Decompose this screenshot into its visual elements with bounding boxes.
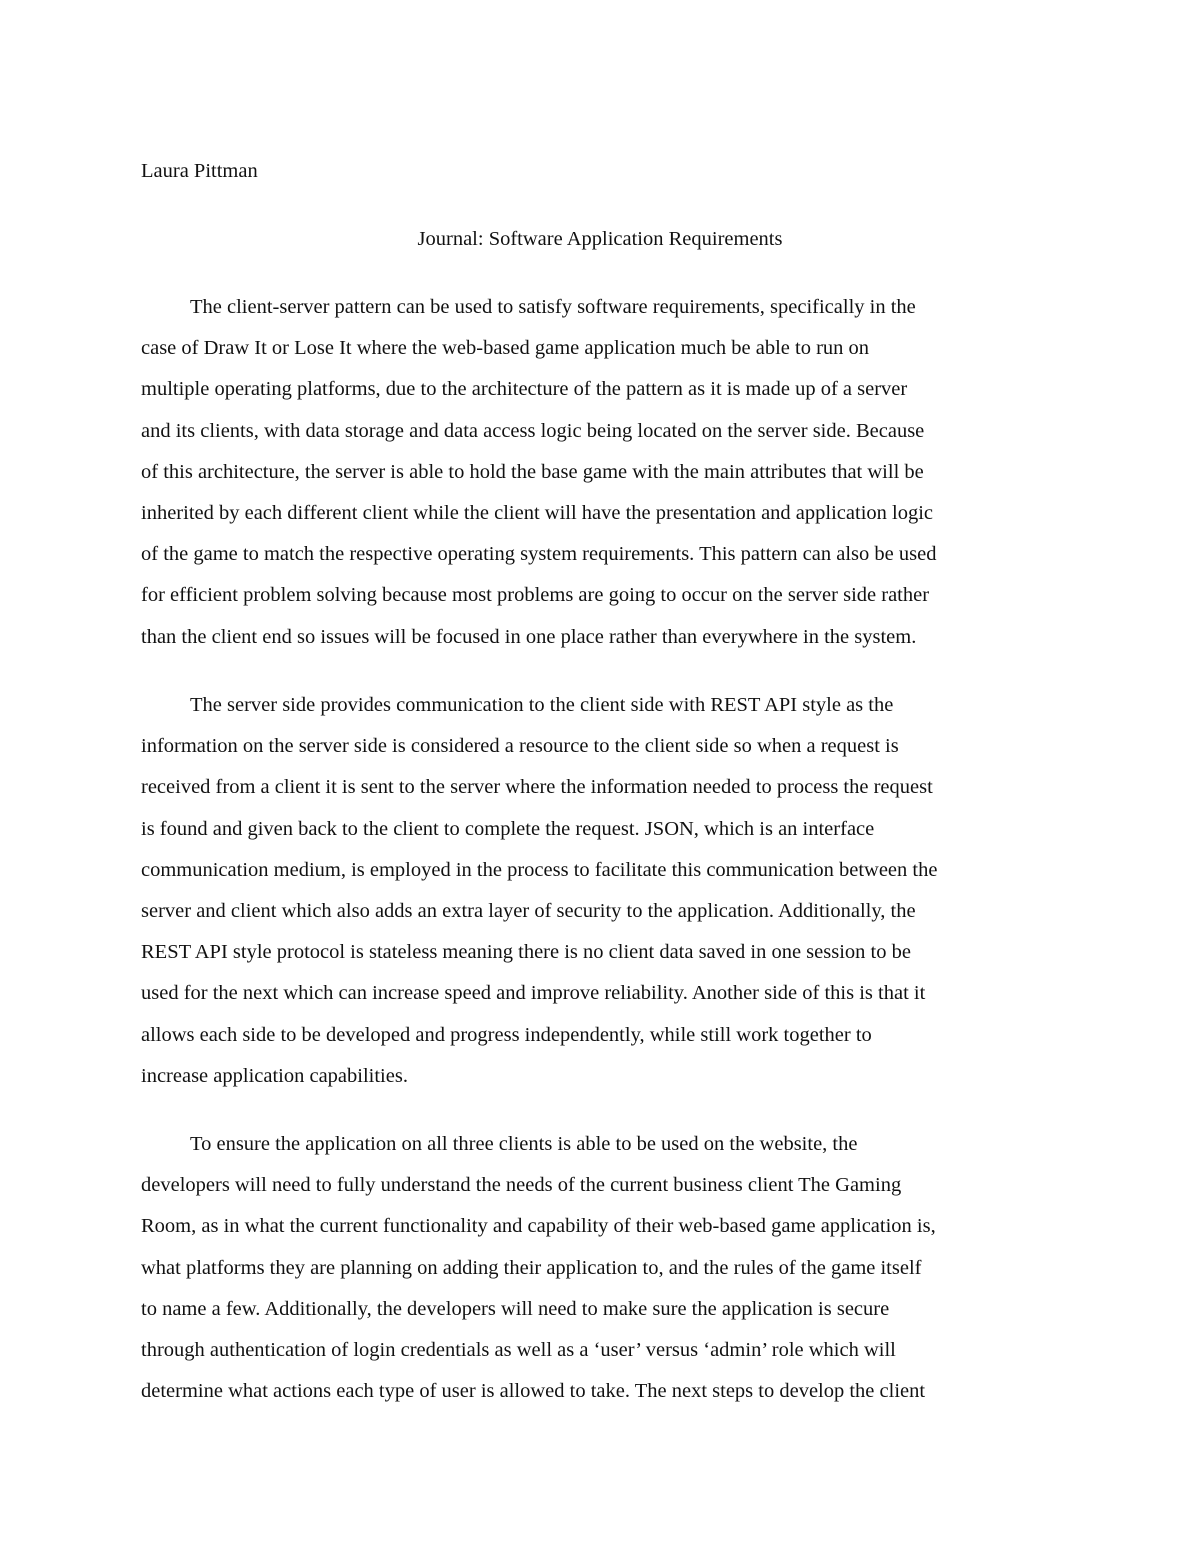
paragraph-line: Room, as in what the current functionality and capability of their web-based game application is,: [141, 1215, 936, 1238]
paragraph-line: inherited by each different client while the client will have the presentation and application logic: [141, 501, 934, 524]
document-title: Journal: Software Application Requirements: [417, 228, 783, 250]
paragraph-line: REST API style protocol is stateless meaning there is no client data saved in one session to be: [141, 941, 911, 964]
paragraph-rest-api: [141, 685, 1071, 1097]
paragraph-line: of the game to match the respective operating system requirements. This pattern can also be used: [141, 543, 937, 566]
paragraph-line: is found and given back to the client to complete the request. JSON, which is an interface: [141, 817, 875, 840]
paragraph-line: developers will need to fully understand the needs of the current business client The Gaming: [141, 1174, 902, 1197]
paragraph-line: The client-server pattern can be used to satisfy software requirements, specifically in the: [190, 296, 916, 318]
paragraph-line: what platforms they are planning on adding their application to, and the rules of the game itself: [141, 1256, 922, 1279]
paragraph-line: than the client end so issues will be focused in one place rather than everywhere in the system.: [141, 625, 917, 648]
paragraph-line: server and client which also adds an extra layer of security to the application. Additionally, the: [141, 899, 916, 922]
paragraph-line: to name a few. Additionally, the developers will need to make sure the application is secure: [141, 1297, 890, 1320]
paragraph-line: To ensure the application on all three clients is able to be used on the website, the: [190, 1133, 858, 1155]
paragraph-line: and its clients, with data storage and data access logic being located on the server side. Because: [141, 419, 925, 442]
paragraph-line: case of Draw It or Lose It where the web-based game application much be able to run on: [141, 337, 870, 360]
paragraph-client-server: [141, 287, 1071, 658]
paragraph-line: multiple operating platforms, due to the architecture of the pattern as it is made up of a server: [141, 378, 908, 401]
paragraph-next-steps: [141, 1124, 1071, 1412]
paragraph-line: information on the server side is considered a resource to the client side so when a request is: [141, 735, 899, 758]
paragraph-line: The server side provides communication to the client side with REST API style as the: [190, 694, 894, 716]
paragraph-line: received from a client it is sent to the server where the information needed to process the request: [141, 776, 933, 799]
paragraph-line: used for the next which can increase speed and improve reliability. Another side of this is that it: [141, 982, 926, 1005]
paragraph-line: allows each side to be developed and progress independently, while still work together to: [141, 1023, 872, 1046]
paragraph-line: of this architecture, the server is able to hold the base game with the main attributes that will be: [141, 460, 924, 483]
paragraph-line: increase application capabilities.: [141, 1064, 408, 1087]
paragraph-line: for efficient problem solving because most problems are going to occur on the server side rather: [141, 584, 930, 607]
author-name: Laura Pittman: [141, 160, 258, 182]
paragraph-line: communication medium, is employed in the process to facilitate this communication between the: [141, 858, 938, 881]
paragraph-line: determine what actions each type of user is allowed to take. The next steps to develop the client: [141, 1380, 926, 1403]
paragraph-line: through authentication of login credentials as well as a ‘user’ versus ‘admin’ role which will: [141, 1338, 896, 1361]
